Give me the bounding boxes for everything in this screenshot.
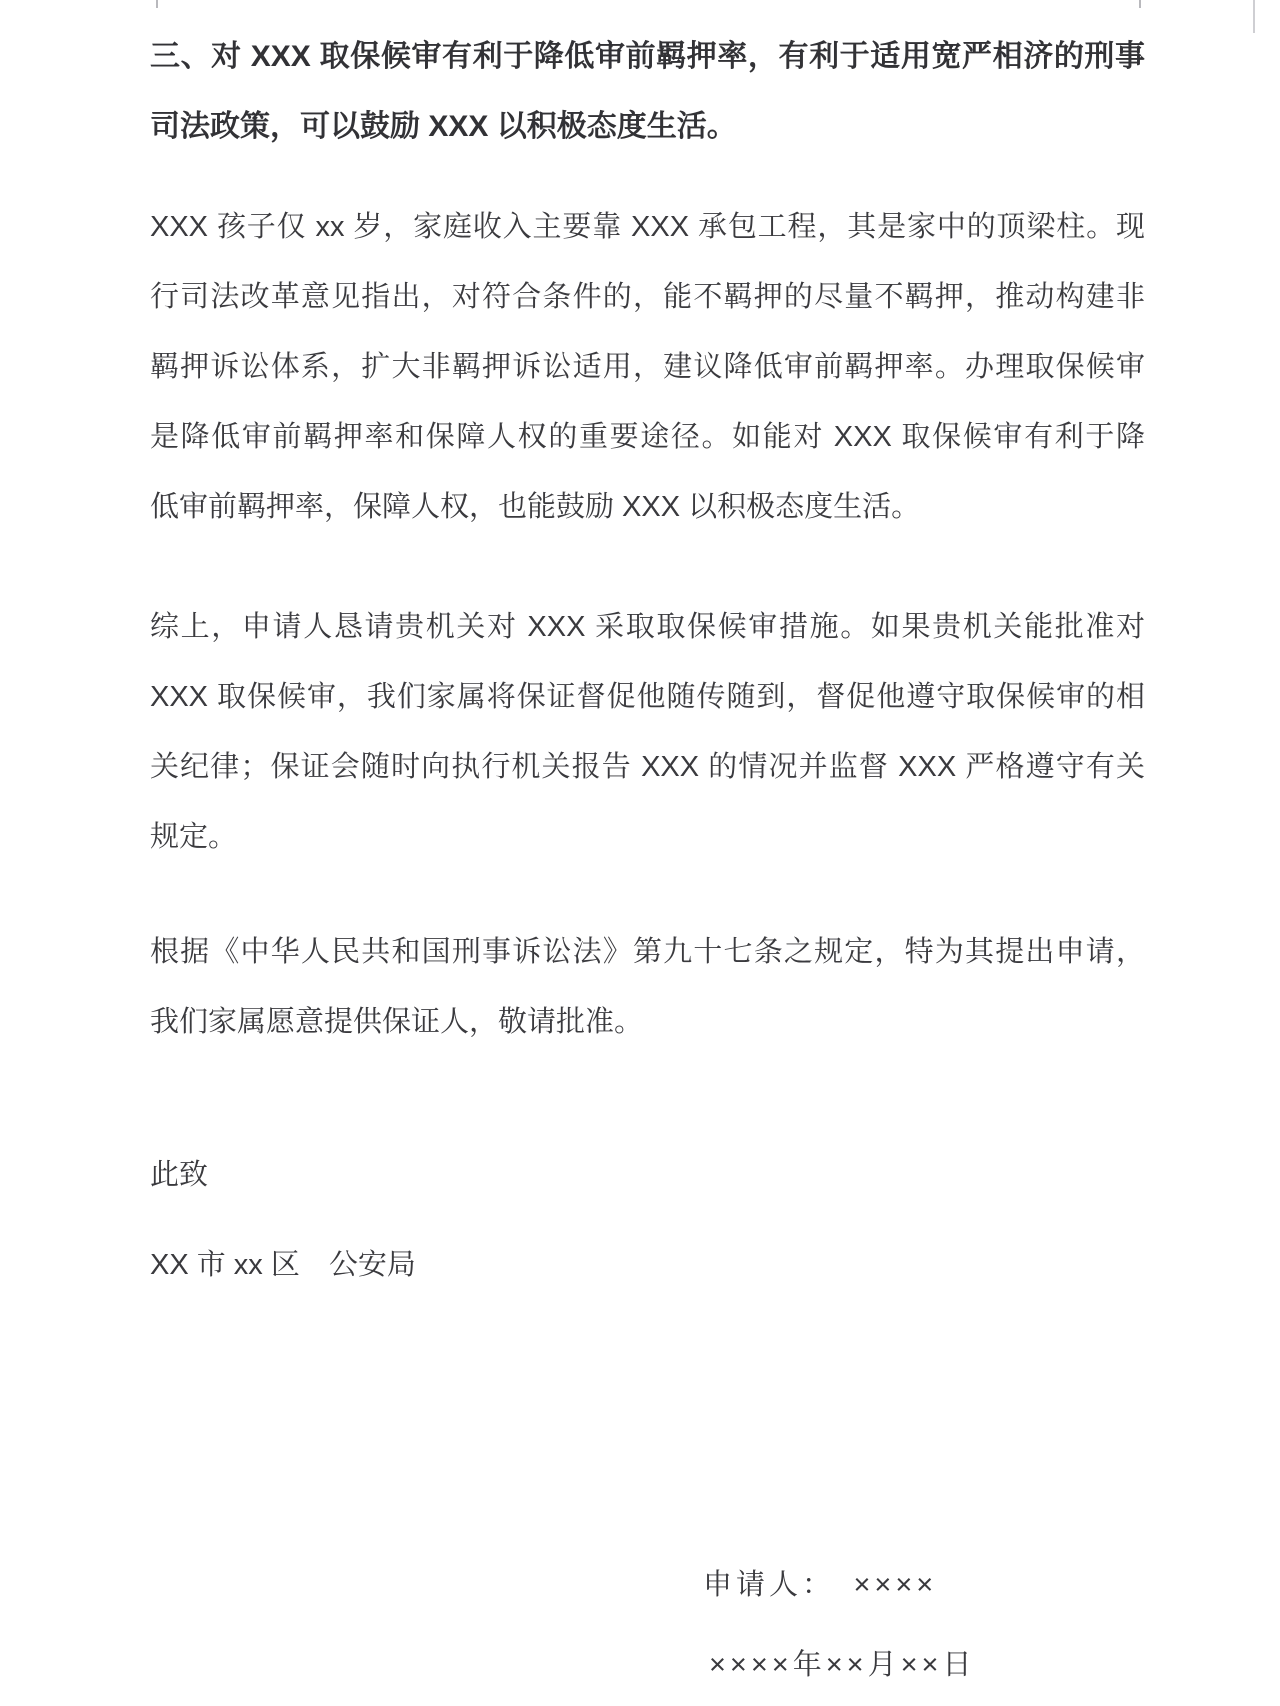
paragraph-3 xyxy=(150,917,1145,1057)
signature-block xyxy=(703,1545,1145,1705)
paragraph-line: XXX 孩子仅 xx 岁，家庭收入主要靠 XXX 承包工程，其是家中的顶梁柱。现 xyxy=(150,211,1145,243)
closing-salute: 此致 xyxy=(150,1159,209,1191)
paragraph-line: 羁押诉讼体系，扩大非羁押诉讼适用，建议降低审前羁押率。办理取保候审 xyxy=(150,351,1145,383)
paragraph-line: 根据《中华人民共和国刑事诉讼法》第九十七条之规定，特为其提出申请， xyxy=(150,936,1145,968)
paragraph-line: 低审前羁押率，保障人权，也能鼓励 XXX 以积极态度生活。 xyxy=(150,491,921,523)
signature-applicant: 申请人： ×××× xyxy=(703,1569,938,1601)
closing-recipient: XX 市 xx 区 公安局 xyxy=(150,1249,416,1281)
paragraph-line: 综上，申请人恳请贵机关对 XXX 采取取保候审措施。如果贵机关能批准对 xyxy=(150,611,1145,643)
paragraph-line: 我们家属愿意提供保证人，敬请批准。 xyxy=(150,1006,644,1038)
paragraph-line: 规定。 xyxy=(150,821,238,853)
paragraph-1 xyxy=(150,192,1145,542)
section-heading xyxy=(150,22,1145,162)
paragraph-line: 行司法改革意见指出，对符合条件的，能不羁押的尽量不羁押，推动构建非 xyxy=(150,281,1145,313)
paragraph-line: XXX 取保候审，我们家属将保证督促他随传随到，督促他遵守取保候审的相 xyxy=(150,681,1145,713)
heading-line: 司法政策，可以鼓励 XXX 以积极态度生活。 xyxy=(150,110,737,143)
signature-date: ××××年××月××日 xyxy=(709,1649,976,1681)
paragraph-line: 是降低审前羁押率和保障人权的重要途径。如能对 XXX 取保候审有利于降 xyxy=(150,421,1145,453)
heading-line: 三、对 XXX 取保候审有利于降低审前羁押率，有利于适用宽严相济的刑事 xyxy=(150,40,1145,73)
paragraph-2 xyxy=(150,592,1145,872)
paragraph-line: 关纪律；保证会随时向执行机关报告 XXX 的情况并监督 XXX 严格遵守有关 xyxy=(150,751,1145,783)
